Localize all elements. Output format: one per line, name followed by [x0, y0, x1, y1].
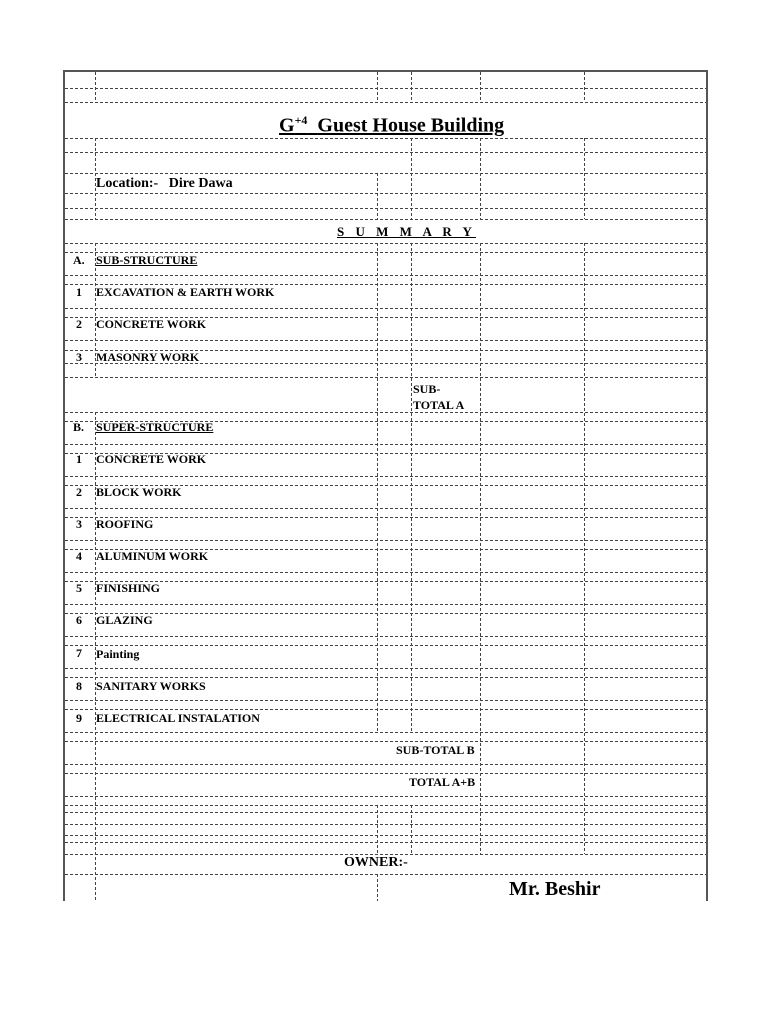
total-label: TOTAL A+B: [409, 775, 476, 789]
spreadsheet-page: [63, 70, 708, 901]
item-label: CONCRETE WORK: [96, 317, 207, 331]
location-value: Dire Dawa: [168, 176, 233, 191]
item-number: 4: [76, 549, 82, 563]
item-number: 3: [76, 517, 82, 531]
location-line: [96, 176, 233, 192]
item-number: 1: [76, 452, 82, 466]
owner-label: OWNER:-: [344, 855, 408, 870]
item-label: Painting: [96, 647, 140, 661]
summary-heading: S U M M A R Y: [337, 224, 476, 239]
item-label: MASONRY WORK: [96, 350, 200, 364]
item-number: 2: [76, 485, 82, 499]
item-label: BLOCK WORK: [96, 485, 182, 499]
item-label: CONCRETE WORK: [96, 452, 207, 466]
section-a-title: SUB-STRUCTURE: [96, 253, 198, 267]
section-b-letter: B.: [73, 420, 85, 434]
owner-name: Mr. Beshir: [509, 878, 601, 900]
item-label: ELECTRICAL INSTALATION: [96, 711, 260, 725]
location-label: Location:-: [96, 176, 159, 191]
item-number: 8: [76, 679, 82, 693]
item-label: FINISHING: [96, 581, 161, 595]
item-label: EXCAVATION & EARTH WORK: [96, 285, 275, 299]
section-b-title: SUPER-STRUCTURE: [96, 420, 214, 434]
item-label: SANITARY WORKS: [96, 679, 206, 693]
document-title: $G^{+4}$ Guest House Building: [279, 113, 505, 137]
item-number: 6: [76, 613, 82, 627]
item-label: GLAZING: [96, 613, 153, 627]
item-number: 5: [76, 581, 82, 595]
item-number: 3: [76, 350, 82, 364]
item-number: 2: [76, 317, 82, 331]
item-label: ALUMINUM WORK: [96, 549, 209, 563]
item-number: 7: [76, 646, 82, 660]
section-a-letter: A.: [73, 253, 85, 267]
item-label: ROOFING: [96, 517, 154, 531]
subtotal-b-label: SUB-TOTAL B: [396, 743, 475, 757]
item-number: 9: [76, 711, 82, 725]
item-number: 1: [76, 285, 82, 299]
subtotal-a-label: SUB- TOTAL A: [413, 382, 465, 412]
